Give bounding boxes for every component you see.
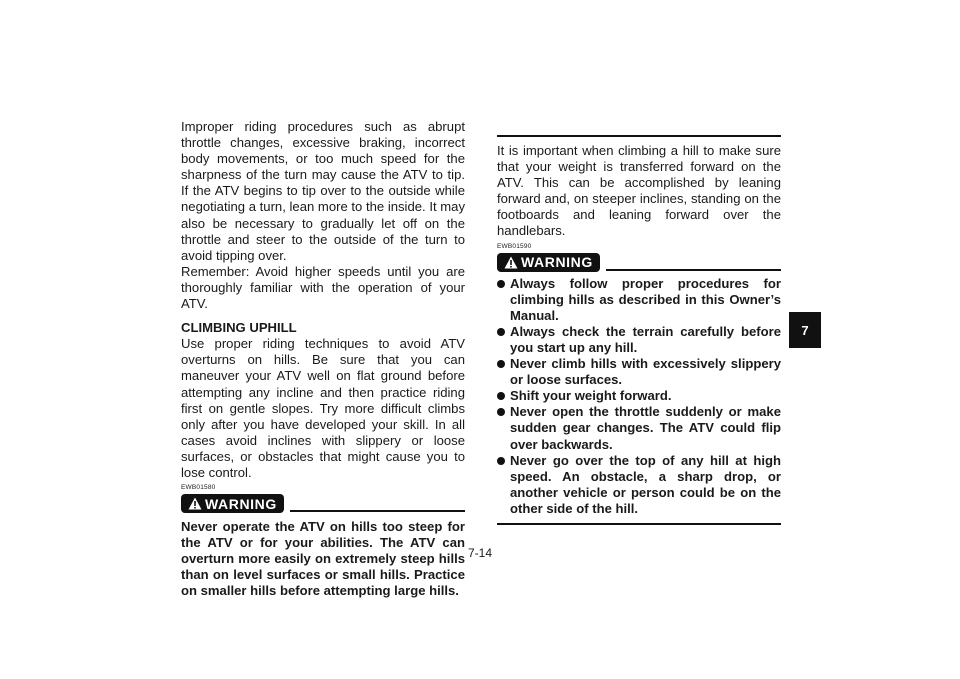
remember-paragraph: Remember: Avoid higher speeds until you are thoroughly familiar with the operation of your ATV.	[181, 263, 465, 312]
bullet-icon	[497, 457, 505, 465]
list-item: Never open the throttle suddenly or make sudden gear changes. The ATV could flip over backwards.	[497, 404, 781, 452]
section-heading: CLIMBING UPHILL	[181, 320, 297, 336]
warning-label: WARNING	[521, 254, 593, 271]
bullet-icon	[497, 360, 505, 368]
list-item: Always check the terrain carefully before you start up any hill.	[497, 324, 781, 356]
warning-text: Never operate the ATV on hills too steep for the ATV or for your abilities. The ATV can overturn more easily on extremely steep hills than on level surfaces or small hills. Practice on smaller hills before attempting large hills.	[181, 519, 465, 599]
warning-end-rule	[497, 523, 781, 525]
warning-end-rule	[497, 135, 781, 137]
warning-label: WARNING	[205, 495, 277, 512]
right-column	[497, 135, 781, 525]
bullet-icon	[497, 280, 505, 288]
warning-badge	[497, 253, 600, 272]
warning-divider	[290, 510, 465, 512]
left-column	[181, 119, 465, 600]
warning-header	[181, 494, 465, 513]
warning-triangle-icon	[188, 497, 202, 510]
list-item: Always follow proper procedures for climbing hills as described in this Owner’s Manual.	[497, 276, 781, 324]
bullet-icon	[497, 328, 505, 336]
bullet-icon	[497, 408, 505, 416]
page-number: 7-14	[467, 546, 493, 560]
list-item: Shift your weight forward.	[497, 388, 781, 404]
bullet-icon	[497, 392, 505, 400]
warning-code: EWB01590	[497, 242, 532, 250]
list-item: Never climb hills with excessively slippery or loose surfaces.	[497, 356, 781, 388]
warning-divider	[606, 269, 781, 271]
chapter-tab: 7	[789, 312, 821, 348]
warning-code: EWB01580	[181, 484, 216, 492]
climb-paragraph: It is important when climbing a hill to make sure that your weight is transferred forward on the ATV. This can be accomplished by leaning forward and, on steeper inclines, standing on the footboards and leaning forward over the handlebars.	[497, 143, 781, 239]
intro-paragraph: Improper riding procedures such as abrupt throttle changes, excessive braking, incorrect body movements, or too much speed for the sharpness of the turn may cause the ATV to tip. If the ATV begins to tip over to the outside while negotiating a turn, lean more to the inside. It may also be necessary to gradually let off on the throttle and steer to the outside of the turn to avoid tipping over.	[181, 119, 465, 263]
warning-header	[497, 253, 781, 272]
warning-triangle-icon	[504, 256, 518, 269]
warning-badge	[181, 494, 284, 513]
list-item: Never go over the top of any hill at high speed. An obstacle, a sharp drop, or another vehicle or person could be on the other side of the hill.	[497, 453, 781, 517]
warning-bullet-list	[497, 276, 781, 517]
section-paragraph: Use proper riding techniques to avoid ATV overturns on hills. Be sure that you can maneuver your ATV well on flat ground before attempting any incline and then practice riding first on gentle slopes. Try more difficult climbs only after you have developed your skill. In all cases avoid inclines with slippery or loose surfaces, or obstacles that might cause you to lose control.	[181, 336, 465, 480]
